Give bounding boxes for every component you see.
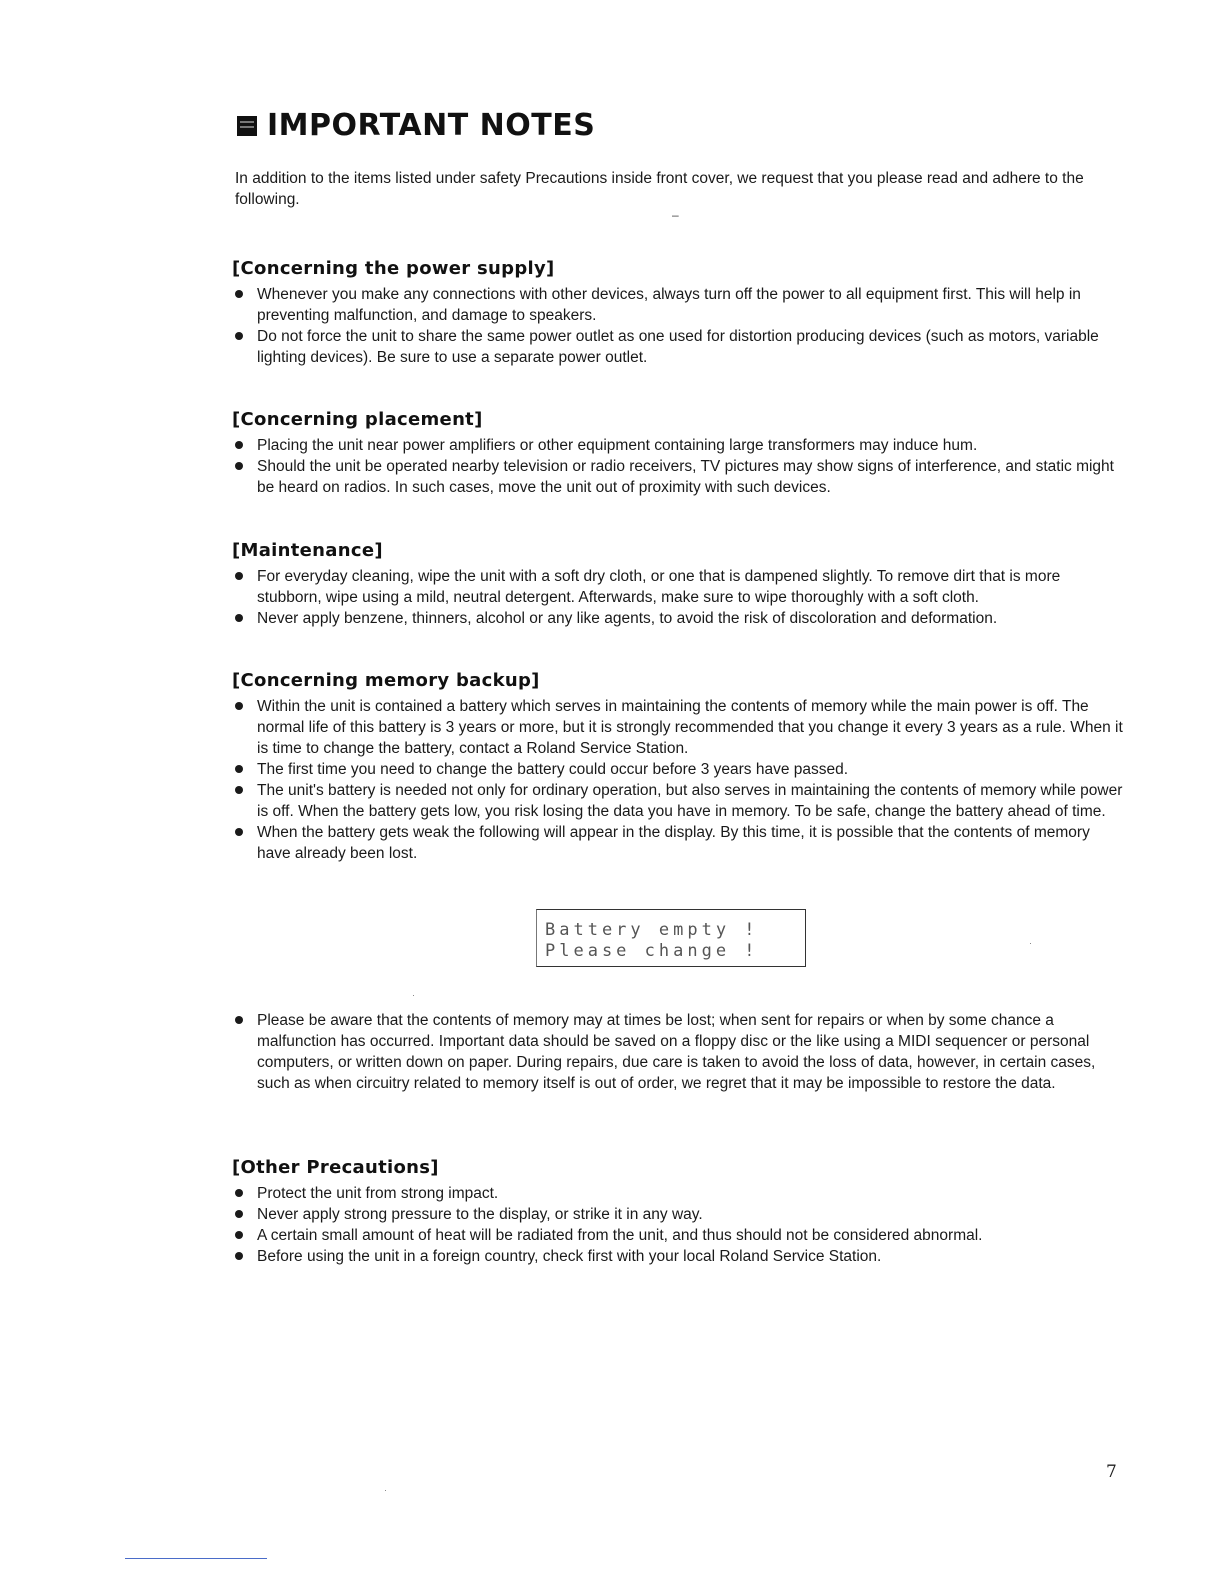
- list-item: Do not force the unit to share the same power outlet as one used for distortion producing devices (such as motors, variable lighting devices). Be sure to use a separate power outlet.: [230, 326, 1125, 368]
- section-heading: [Concerning placement]: [232, 409, 483, 430]
- list-item: Never apply strong pressure to the display, or strike it in any way.: [230, 1204, 1125, 1225]
- list-item: Before using the unit in a foreign country, check first with your local Roland Service Station.: [230, 1246, 1125, 1267]
- section-memory-backup-continued: [230, 1010, 1125, 1094]
- bullet-icon: [235, 441, 243, 449]
- page-title-text: IMPORTANT NOTES: [267, 108, 596, 143]
- lcd-line-1: Battery empty !: [545, 920, 759, 940]
- section-heading: [Maintenance]: [232, 540, 383, 561]
- list-item: Should the unit be operated nearby television or radio receivers, TV pictures may show signs of interference, and static might be heard on radios. In such cases, move the unit out of proximity with such devices.: [230, 456, 1125, 498]
- section-other-precautions: [230, 1157, 1125, 1267]
- scan-speck: [1030, 943, 1031, 944]
- intro-paragraph: In addition to the items listed under safety Precautions inside front cover, we request that you please read and adhere to the following.: [235, 170, 1084, 208]
- bullet-list: [230, 566, 1125, 629]
- bullet-icon: [235, 572, 243, 580]
- list-item: Protect the unit from strong impact.: [230, 1183, 1125, 1204]
- section-placement: [230, 409, 1125, 498]
- lcd-display: [536, 909, 806, 967]
- page-number: 7: [1106, 1462, 1117, 1482]
- lcd-line-2: Please change !: [545, 941, 759, 961]
- list-item: A certain small amount of heat will be radiated from the unit, and thus should not be considered abnormal.: [230, 1225, 1125, 1246]
- bullet-icon: [235, 765, 243, 773]
- bullet-list: [230, 284, 1125, 368]
- bullet-icon: [235, 290, 243, 298]
- list-item: Whenever you make any connections with other devices, always turn off the power to all equipment first. This will help in preventing malfunction, and damage to speakers.: [230, 284, 1125, 326]
- bullet-icon: [235, 1189, 243, 1197]
- list-item: Never apply benzene, thinners, alcohol or any like agents, to avoid the risk of discoloration and deformation.: [230, 608, 1125, 629]
- stray-mark: –: [672, 208, 679, 222]
- page-title: [237, 108, 595, 143]
- bullet-icon: [235, 332, 243, 340]
- bullet-list: [230, 1010, 1125, 1094]
- list-item: Placing the unit near power amplifiers or other equipment containing large transformers may induce hum.: [230, 435, 1125, 456]
- bullet-icon: [235, 614, 243, 622]
- list-item: The unit's battery is needed not only for ordinary operation, but also serves in maintaining the contents of memory while power is off. When the battery gets low, you risk losing the data you have in memory. To be safe, change the battery ahead of time.: [230, 780, 1125, 822]
- bullet-icon: [235, 702, 243, 710]
- section-heading: [Other Precautions]: [232, 1157, 439, 1178]
- scan-speck: [385, 1490, 386, 1491]
- list-item: The first time you need to change the battery could occur before 3 years have passed.: [230, 759, 1125, 780]
- bullet-list: [230, 435, 1125, 498]
- bullet-icon: [235, 1016, 243, 1024]
- list-item: Within the unit is contained a battery which serves in maintaining the contents of memory while the main power is off. The normal life of this battery is 3 years or more, but it is strongly recommended that you change it every 3 years as a rule. When it is time to change the battery, contact a Roland Service Station.: [230, 696, 1125, 759]
- section-power-supply: [230, 258, 1125, 368]
- bullet-icon: [235, 1210, 243, 1218]
- bullet-list: [230, 696, 1125, 864]
- list-item: When the battery gets weak the following will appear in the display. By this time, it is possible that the contents of memory have already been lost.: [230, 822, 1125, 864]
- section-heading: [Concerning memory backup]: [232, 670, 540, 691]
- list-item: Please be aware that the contents of memory may at times be lost; when sent for repairs or when by some chance a malfunction has occurred. Important data should be saved on a floppy disc or the like using a MIDI sequencer or personal computers, or written down on paper. During repairs, due care is taken to avoid the loss of data, however, in certain cases, such as when circuitry related to memory itself is out of order, we regret that it may be impossible to restore the data.: [230, 1010, 1125, 1094]
- list-item: For everyday cleaning, wipe the unit with a soft dry cloth, or one that is dampened slightly. To remove dirt that is more stubborn, wipe using a mild, neutral detergent. Afterwards, make sure to wipe thoroughly with a soft cloth.: [230, 566, 1125, 608]
- scan-artifact-line: [125, 1558, 267, 1559]
- title-square-icon: [237, 116, 257, 136]
- bullet-icon: [235, 786, 243, 794]
- section-maintenance: [230, 540, 1125, 629]
- bullet-icon: [235, 1231, 243, 1239]
- section-heading: [Concerning the power supply]: [232, 258, 555, 279]
- bullet-list: [230, 1183, 1125, 1267]
- bullet-icon: [235, 828, 243, 836]
- scan-speck: [413, 995, 414, 996]
- bullet-icon: [235, 462, 243, 470]
- section-memory-backup: [230, 670, 1125, 864]
- bullet-icon: [235, 1252, 243, 1260]
